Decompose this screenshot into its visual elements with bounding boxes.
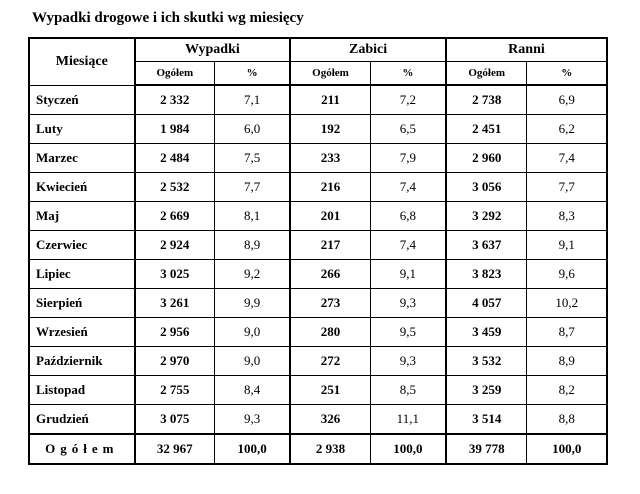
killed-pct-cell: 9,5 bbox=[370, 318, 446, 347]
killed-count-cell: 272 bbox=[290, 347, 370, 376]
month-cell: Październik bbox=[29, 347, 135, 376]
killed-count-cell: 211 bbox=[290, 85, 370, 115]
month-cell: Listopad bbox=[29, 376, 135, 405]
killed-pct-cell: 7,4 bbox=[370, 173, 446, 202]
accidents-pct-cell: 8,9 bbox=[215, 231, 291, 260]
accidents-count-cell: 2 332 bbox=[135, 85, 215, 115]
killed-pct-cell: 6,8 bbox=[370, 202, 446, 231]
killed-count-cell: 233 bbox=[290, 144, 370, 173]
injured-total-pct-cell: 100,0 bbox=[527, 434, 607, 464]
header-group-zabici: Zabici bbox=[290, 38, 446, 62]
accidents-count-cell: 3 025 bbox=[135, 260, 215, 289]
table-row bbox=[29, 115, 607, 144]
injured-count-cell: 2 960 bbox=[446, 144, 527, 173]
accidents-count-cell: 2 956 bbox=[135, 318, 215, 347]
injured-pct-cell: 7,7 bbox=[527, 173, 607, 202]
accidents-pct-cell: 6,0 bbox=[215, 115, 291, 144]
accidents-count-cell: 2 532 bbox=[135, 173, 215, 202]
month-cell: Styczeń bbox=[29, 85, 135, 115]
injured-pct-cell: 10,2 bbox=[527, 289, 607, 318]
killed-pct-cell: 7,4 bbox=[370, 231, 446, 260]
injured-pct-cell: 9,1 bbox=[527, 231, 607, 260]
killed-count-cell: 192 bbox=[290, 115, 370, 144]
table-row bbox=[29, 405, 607, 435]
injured-count-cell: 3 823 bbox=[446, 260, 527, 289]
injured-pct-cell: 8,8 bbox=[527, 405, 607, 435]
accidents-table bbox=[28, 37, 608, 465]
killed-count-cell: 217 bbox=[290, 231, 370, 260]
accidents-count-cell: 2 484 bbox=[135, 144, 215, 173]
header-sub-pct: % bbox=[370, 62, 446, 86]
injured-pct-cell: 8,2 bbox=[527, 376, 607, 405]
killed-pct-cell: 9,3 bbox=[370, 347, 446, 376]
injured-count-cell: 3 532 bbox=[446, 347, 527, 376]
injured-pct-cell: 6,2 bbox=[527, 115, 607, 144]
injured-pct-cell: 8,9 bbox=[527, 347, 607, 376]
accidents-total-cell: 32 967 bbox=[135, 434, 215, 464]
accidents-total-pct-cell: 100,0 bbox=[215, 434, 291, 464]
table-title: Wypadki drogowe i ich skutki wg miesięcy bbox=[32, 10, 304, 26]
table-row bbox=[29, 85, 607, 115]
killed-total-pct-cell: 100,0 bbox=[370, 434, 446, 464]
table-row bbox=[29, 289, 607, 318]
killed-count-cell: 280 bbox=[290, 318, 370, 347]
injured-count-cell: 3 637 bbox=[446, 231, 527, 260]
killed-count-cell: 251 bbox=[290, 376, 370, 405]
injured-count-cell: 4 057 bbox=[446, 289, 527, 318]
table-row bbox=[29, 376, 607, 405]
killed-count-cell: 201 bbox=[290, 202, 370, 231]
table-row bbox=[29, 318, 607, 347]
injured-count-cell: 2 451 bbox=[446, 115, 527, 144]
accidents-pct-cell: 8,4 bbox=[215, 376, 291, 405]
killed-count-cell: 273 bbox=[290, 289, 370, 318]
accidents-pct-cell: 8,1 bbox=[215, 202, 291, 231]
accidents-count-cell: 3 261 bbox=[135, 289, 215, 318]
header-group-ranni: Ranni bbox=[446, 38, 607, 62]
killed-total-cell: 2 938 bbox=[290, 434, 370, 464]
injured-count-cell: 2 738 bbox=[446, 85, 527, 115]
accidents-pct-cell: 9,9 bbox=[215, 289, 291, 318]
header-sub-total: Ogółem bbox=[446, 62, 527, 86]
header-sub-pct: % bbox=[215, 62, 291, 86]
killed-count-cell: 266 bbox=[290, 260, 370, 289]
injured-pct-cell: 7,4 bbox=[527, 144, 607, 173]
accidents-count-cell: 2 924 bbox=[135, 231, 215, 260]
table-row bbox=[29, 231, 607, 260]
injured-count-cell: 3 292 bbox=[446, 202, 527, 231]
accidents-pct-cell: 9,0 bbox=[215, 347, 291, 376]
injured-count-cell: 3 459 bbox=[446, 318, 527, 347]
accidents-count-cell: 2 755 bbox=[135, 376, 215, 405]
month-cell: Sierpień bbox=[29, 289, 135, 318]
injured-count-cell: 3 514 bbox=[446, 405, 527, 435]
month-cell: Maj bbox=[29, 202, 135, 231]
killed-pct-cell: 11,1 bbox=[370, 405, 446, 435]
table-row bbox=[29, 347, 607, 376]
accidents-pct-cell: 9,2 bbox=[215, 260, 291, 289]
accidents-pct-cell: 7,5 bbox=[215, 144, 291, 173]
accidents-count-cell: 2 970 bbox=[135, 347, 215, 376]
accidents-count-cell: 1 984 bbox=[135, 115, 215, 144]
table-row bbox=[29, 173, 607, 202]
killed-pct-cell: 7,9 bbox=[370, 144, 446, 173]
accidents-pct-cell: 9,3 bbox=[215, 405, 291, 435]
killed-pct-cell: 9,1 bbox=[370, 260, 446, 289]
killed-count-cell: 216 bbox=[290, 173, 370, 202]
injured-pct-cell: 6,9 bbox=[527, 85, 607, 115]
table-row bbox=[29, 260, 607, 289]
month-cell: Lipiec bbox=[29, 260, 135, 289]
accidents-pct-cell: 7,7 bbox=[215, 173, 291, 202]
total-label: Ogółem bbox=[29, 434, 135, 464]
injured-pct-cell: 9,6 bbox=[527, 260, 607, 289]
header-sub-total: Ogółem bbox=[135, 62, 215, 86]
killed-pct-cell: 7,2 bbox=[370, 85, 446, 115]
header-sub-total: Ogółem bbox=[290, 62, 370, 86]
accidents-count-cell: 3 075 bbox=[135, 405, 215, 435]
month-cell: Czerwiec bbox=[29, 231, 135, 260]
killed-count-cell: 326 bbox=[290, 405, 370, 435]
month-cell: Luty bbox=[29, 115, 135, 144]
accidents-pct-cell: 9,0 bbox=[215, 318, 291, 347]
accidents-count-cell: 2 669 bbox=[135, 202, 215, 231]
month-cell: Marzec bbox=[29, 144, 135, 173]
killed-pct-cell: 9,3 bbox=[370, 289, 446, 318]
injured-count-cell: 3 056 bbox=[446, 173, 527, 202]
injured-pct-cell: 8,7 bbox=[527, 318, 607, 347]
accidents-pct-cell: 7,1 bbox=[215, 85, 291, 115]
header-month: Miesiące bbox=[29, 38, 135, 85]
injured-total-cell: 39 778 bbox=[446, 434, 527, 464]
killed-pct-cell: 8,5 bbox=[370, 376, 446, 405]
injured-pct-cell: 8,3 bbox=[527, 202, 607, 231]
table-row bbox=[29, 144, 607, 173]
month-cell: Wrzesień bbox=[29, 318, 135, 347]
table-row bbox=[29, 202, 607, 231]
killed-pct-cell: 6,5 bbox=[370, 115, 446, 144]
injured-count-cell: 3 259 bbox=[446, 376, 527, 405]
total-row bbox=[29, 434, 607, 464]
month-cell: Kwiecień bbox=[29, 173, 135, 202]
month-cell: Grudzień bbox=[29, 405, 135, 435]
header-sub-pct: % bbox=[527, 62, 607, 86]
header-group-wypadki: Wypadki bbox=[135, 38, 291, 62]
